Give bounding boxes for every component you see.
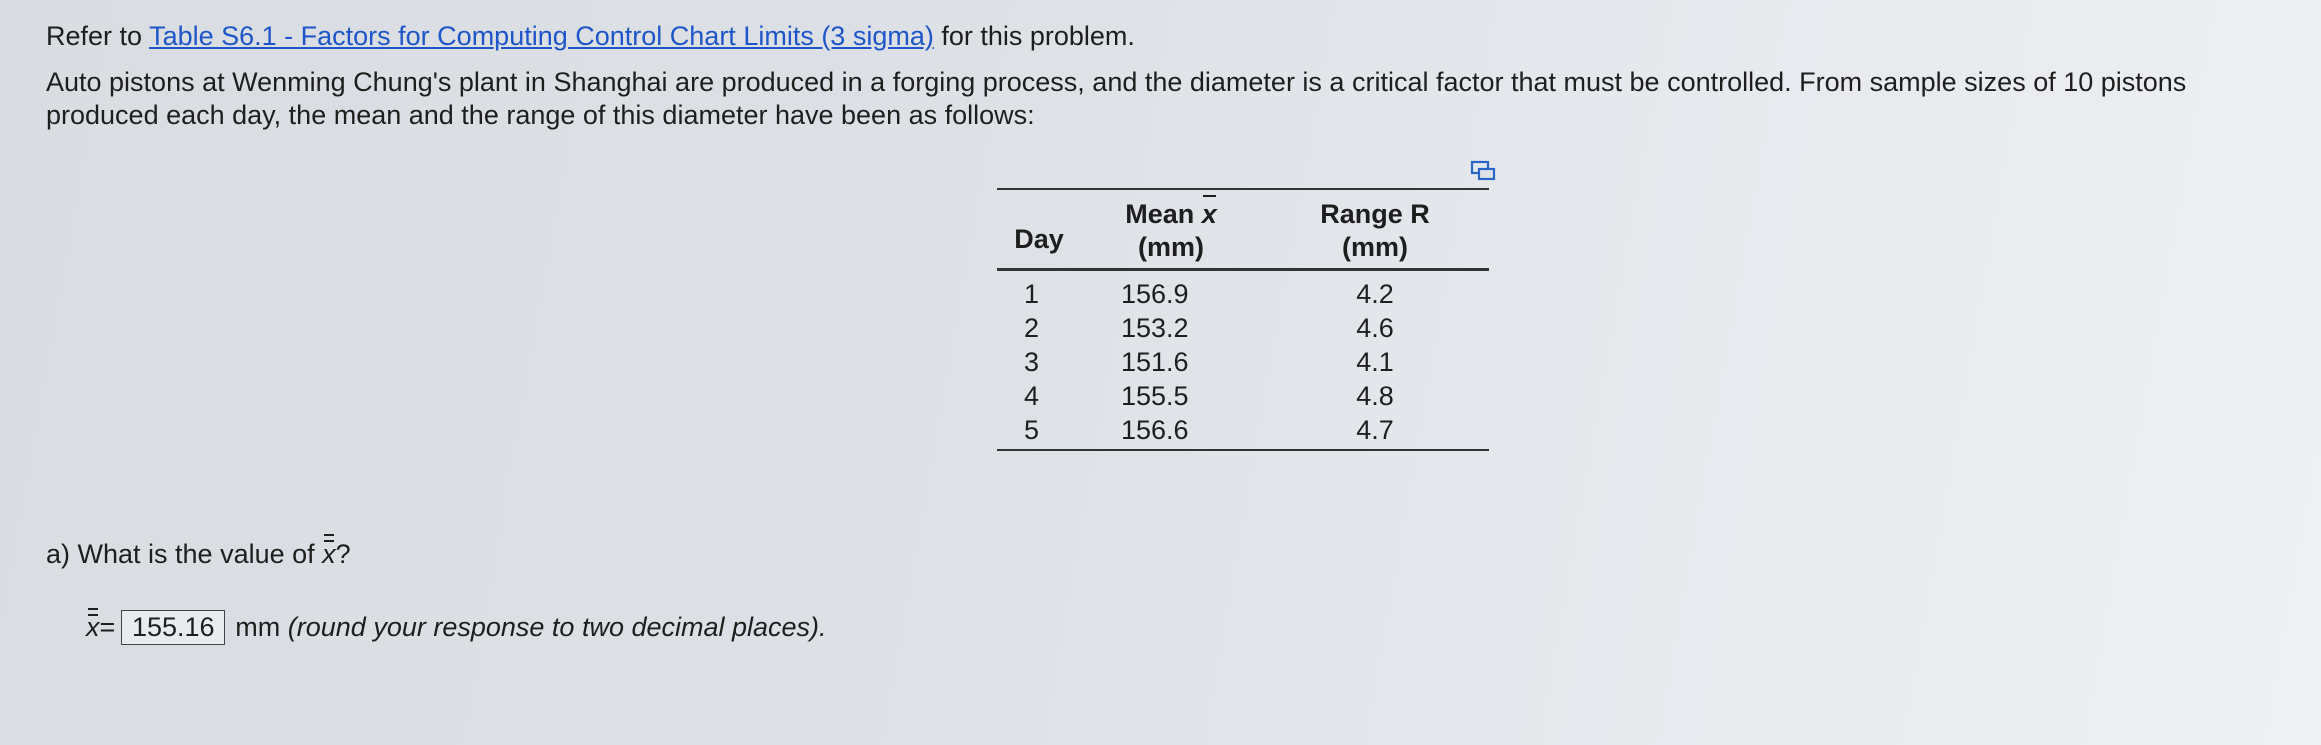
cell-range: 4.8: [1356, 381, 1394, 411]
cell-range: 4.1: [1356, 347, 1394, 377]
problem-text: Auto pistons at Wenming Chung's plant in Shanghai are produced in a forging process, and the diameter is a critical factor that must be controlled. From sample sizes of 10 pistons produced each day, the mean and the range of this diameter have been as follows:: [46, 67, 2187, 130]
cell-mean: 153.2: [1121, 313, 1189, 343]
table-s6-1-link[interactable]: Table S6.1 - Factors for Computing Control Chart Limits (3 sigma): [149, 21, 934, 51]
cell-mean: 155.5: [1121, 381, 1189, 411]
answer-input[interactable]: 155.16: [121, 610, 225, 645]
question-a-suffix: ?: [335, 539, 351, 569]
cell-mean: 156.9: [1121, 279, 1189, 309]
data-table: [997, 188, 1489, 451]
answer-hint: (round your response to two decimal places).: [287, 612, 827, 642]
intro-prefix: Refer to: [46, 21, 150, 51]
table-row: [997, 311, 1489, 345]
cell-day: 1: [1023, 279, 1039, 309]
cell-day: 5: [1023, 415, 1039, 445]
popout-icon[interactable]: [1470, 160, 1496, 182]
cell-mean: 151.6: [1121, 347, 1189, 377]
answer-unit: mm: [235, 612, 281, 642]
question-a: [46, 538, 351, 570]
question-a-prefix: a) What is the value of: [46, 539, 323, 569]
header-mean-label: Mean: [1125, 199, 1202, 229]
cell-day: 2: [1023, 313, 1039, 343]
header-mean-unit: (mm): [1138, 232, 1204, 262]
cell-range: 4.6: [1356, 313, 1394, 343]
table-header: [997, 190, 1489, 271]
answer-line: [86, 610, 827, 645]
intro-suffix: for this problem.: [933, 21, 1135, 51]
cell-day: 4: [1023, 381, 1039, 411]
question-a-symbol: x: [322, 539, 336, 569]
table-body: [997, 271, 1489, 447]
cell-day: 3: [1023, 347, 1039, 377]
table-row: [997, 345, 1489, 379]
cell-range: 4.7: [1356, 415, 1394, 445]
answer-symbol: x: [86, 612, 100, 642]
cell-mean: 156.6: [1121, 415, 1189, 445]
header-range-label: Range R: [1320, 199, 1430, 229]
header-mean: [1081, 190, 1261, 268]
table-row: [997, 379, 1489, 413]
header-range-unit: (mm): [1342, 232, 1408, 262]
intro-line: [46, 20, 1135, 52]
header-day: Day: [1014, 224, 1064, 254]
header-range: [1261, 190, 1489, 268]
cell-range: 4.2: [1356, 279, 1394, 309]
header-mean-symbol: x: [1201, 199, 1217, 229]
answer-equals: =: [99, 612, 116, 642]
table-row: [997, 277, 1489, 311]
table-row: [997, 413, 1489, 447]
table-bottom-rule: [997, 449, 1489, 451]
